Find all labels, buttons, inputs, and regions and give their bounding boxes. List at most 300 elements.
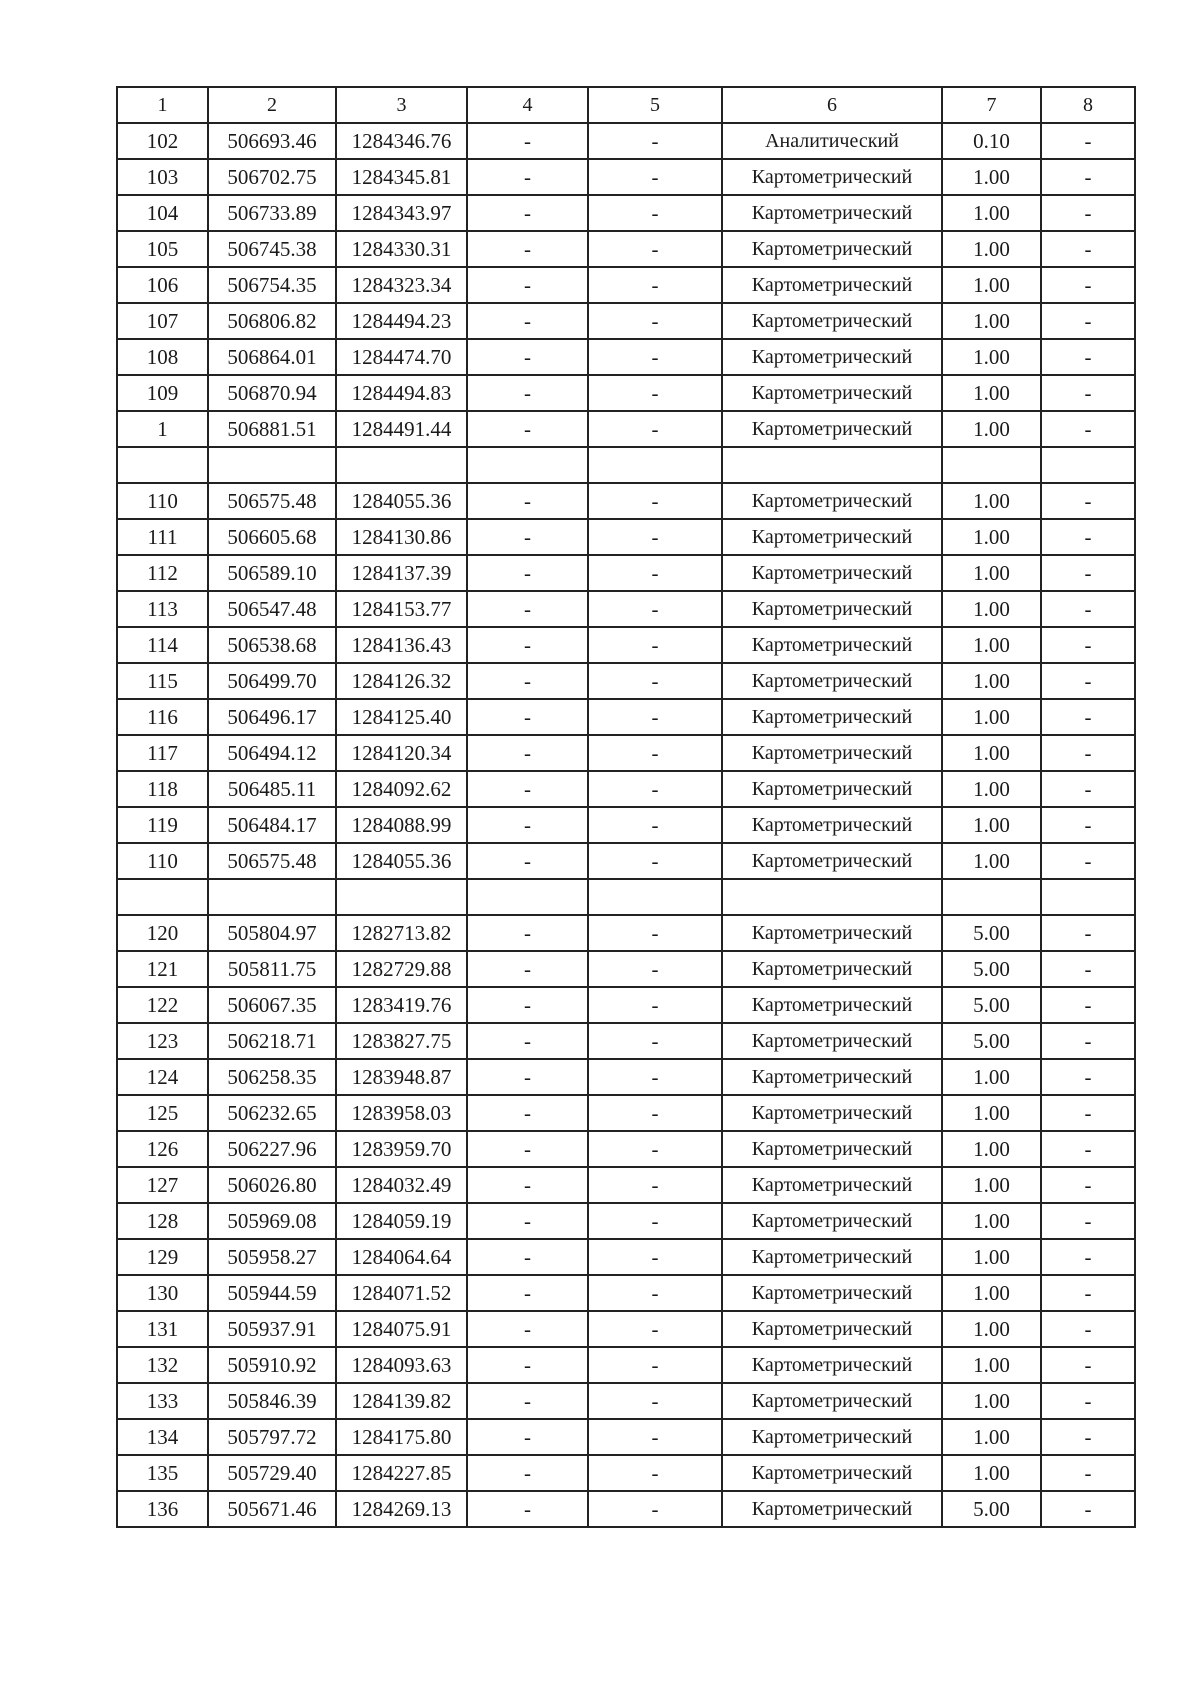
y-coordinate-cell: 1284345.81 xyxy=(336,159,467,195)
point-number-cell: 127 xyxy=(117,1167,208,1203)
accuracy-cell: 1.00 xyxy=(942,519,1041,555)
method-cell: Картометрический xyxy=(722,627,942,663)
point-number-cell: 134 xyxy=(117,1419,208,1455)
y-coordinate-cell: 1284088.99 xyxy=(336,807,467,843)
col4-cell: - xyxy=(467,663,588,699)
y-coordinate-cell: 1283419.76 xyxy=(336,987,467,1023)
y-coordinate-cell: 1284137.39 xyxy=(336,555,467,591)
y-coordinate-cell: 1284153.77 xyxy=(336,591,467,627)
point-number-cell: 124 xyxy=(117,1059,208,1095)
x-coordinate-cell: 506227.96 xyxy=(208,1131,336,1167)
col5-cell: - xyxy=(588,807,722,843)
y-coordinate-cell: 1284227.85 xyxy=(336,1455,467,1491)
col8-cell: - xyxy=(1041,843,1135,879)
col8-cell: - xyxy=(1041,1131,1135,1167)
y-coordinate-cell: 1283948.87 xyxy=(336,1059,467,1095)
col5-cell: - xyxy=(588,1059,722,1095)
accuracy-cell: 5.00 xyxy=(942,1491,1041,1527)
table-row xyxy=(117,303,1135,339)
method-cell: Картометрический xyxy=(722,1311,942,1347)
col5-cell: - xyxy=(588,987,722,1023)
table-row xyxy=(117,483,1135,519)
y-coordinate-cell: 1284323.34 xyxy=(336,267,467,303)
point-number-cell: 120 xyxy=(117,915,208,951)
col5-cell: - xyxy=(588,519,722,555)
method-cell: Картометрический xyxy=(722,159,942,195)
accuracy-cell: 1.00 xyxy=(942,1167,1041,1203)
col8-cell: - xyxy=(1041,375,1135,411)
method-cell: Картометрический xyxy=(722,483,942,519)
col4-cell: - xyxy=(467,1203,588,1239)
accuracy-cell: 1.00 xyxy=(942,1419,1041,1455)
point-number-cell: 125 xyxy=(117,1095,208,1131)
col8-cell: - xyxy=(1041,411,1135,447)
x-coordinate-cell: 506733.89 xyxy=(208,195,336,231)
col4-cell: - xyxy=(467,483,588,519)
accuracy-cell xyxy=(942,447,1041,483)
y-coordinate-cell: 1284075.91 xyxy=(336,1311,467,1347)
x-coordinate-cell: 506870.94 xyxy=(208,375,336,411)
table-separator-row xyxy=(117,879,1135,915)
y-coordinate-cell: 1284346.76 xyxy=(336,123,467,159)
table-row xyxy=(117,231,1135,267)
col8-cell: - xyxy=(1041,951,1135,987)
point-number-cell: 133 xyxy=(117,1383,208,1419)
accuracy-cell: 1.00 xyxy=(942,411,1041,447)
col4-cell: - xyxy=(467,1239,588,1275)
x-coordinate-cell: 505937.91 xyxy=(208,1311,336,1347)
col4-cell: - xyxy=(467,915,588,951)
col5-cell: - xyxy=(588,1383,722,1419)
col8-cell: - xyxy=(1041,1347,1135,1383)
col8-cell: - xyxy=(1041,1095,1135,1131)
col4-cell: - xyxy=(467,195,588,231)
table-row xyxy=(117,1275,1135,1311)
col4-cell: - xyxy=(467,123,588,159)
point-number-cell: 1 xyxy=(117,411,208,447)
col5-cell: - xyxy=(588,1095,722,1131)
point-number-cell: 104 xyxy=(117,195,208,231)
col5-cell: - xyxy=(588,699,722,735)
col8-cell: - xyxy=(1041,1167,1135,1203)
col5-cell: - xyxy=(588,1239,722,1275)
col8-cell: - xyxy=(1041,591,1135,627)
method-cell: Картометрический xyxy=(722,195,942,231)
x-coordinate-cell: 506499.70 xyxy=(208,663,336,699)
method-cell: Картометрический xyxy=(722,1347,942,1383)
y-coordinate-cell: 1284494.23 xyxy=(336,303,467,339)
accuracy-cell: 1.00 xyxy=(942,267,1041,303)
point-number-cell: 105 xyxy=(117,231,208,267)
col8-cell: - xyxy=(1041,699,1135,735)
col5-cell: - xyxy=(588,195,722,231)
y-coordinate-cell: 1284330.31 xyxy=(336,231,467,267)
y-coordinate-cell: 1284130.86 xyxy=(336,519,467,555)
table-body xyxy=(117,87,1135,1527)
header-cell: 1 xyxy=(117,87,208,123)
table-row xyxy=(117,771,1135,807)
method-cell: Картометрический xyxy=(722,1131,942,1167)
x-coordinate-cell: 505969.08 xyxy=(208,1203,336,1239)
accuracy-cell: 1.00 xyxy=(942,843,1041,879)
col5-cell: - xyxy=(588,339,722,375)
col4-cell: - xyxy=(467,555,588,591)
point-number-cell: 102 xyxy=(117,123,208,159)
accuracy-cell: 1.00 xyxy=(942,771,1041,807)
point-number-cell: 115 xyxy=(117,663,208,699)
col5-cell: - xyxy=(588,663,722,699)
method-cell: Картометрический xyxy=(722,663,942,699)
x-coordinate-cell: 506589.10 xyxy=(208,555,336,591)
col8-cell: - xyxy=(1041,807,1135,843)
col4-cell: - xyxy=(467,1383,588,1419)
point-number-cell: 116 xyxy=(117,699,208,735)
col5-cell: - xyxy=(588,303,722,339)
col4-cell: - xyxy=(467,843,588,879)
method-cell: Картометрический xyxy=(722,987,942,1023)
col4-cell xyxy=(467,447,588,483)
accuracy-cell: 1.00 xyxy=(942,627,1041,663)
point-number-cell: 119 xyxy=(117,807,208,843)
y-coordinate-cell: 1284136.43 xyxy=(336,627,467,663)
point-number-cell xyxy=(117,879,208,915)
table-row xyxy=(117,987,1135,1023)
table-row xyxy=(117,339,1135,375)
point-number-cell: 118 xyxy=(117,771,208,807)
accuracy-cell: 1.00 xyxy=(942,1455,1041,1491)
accuracy-cell: 1.00 xyxy=(942,339,1041,375)
x-coordinate-cell: 506538.68 xyxy=(208,627,336,663)
table-row xyxy=(117,195,1135,231)
method-cell: Картометрический xyxy=(722,1419,942,1455)
x-coordinate-cell: 505729.40 xyxy=(208,1455,336,1491)
col5-cell: - xyxy=(588,1131,722,1167)
method-cell: Картометрический xyxy=(722,231,942,267)
col8-cell: - xyxy=(1041,1239,1135,1275)
method-cell: Картометрический xyxy=(722,1455,942,1491)
col5-cell: - xyxy=(588,1455,722,1491)
accuracy-cell: 1.00 xyxy=(942,483,1041,519)
accuracy-cell: 1.00 xyxy=(942,699,1041,735)
x-coordinate-cell: 506702.75 xyxy=(208,159,336,195)
x-coordinate-cell: 506693.46 xyxy=(208,123,336,159)
method-cell: Картометрический xyxy=(722,1239,942,1275)
col4-cell: - xyxy=(467,1023,588,1059)
x-coordinate-cell: 505804.97 xyxy=(208,915,336,951)
method-cell: Картометрический xyxy=(722,1059,942,1095)
col4-cell: - xyxy=(467,267,588,303)
x-coordinate-cell: 506026.80 xyxy=(208,1167,336,1203)
y-coordinate-cell: 1284093.63 xyxy=(336,1347,467,1383)
table-row xyxy=(117,807,1135,843)
header-cell: 3 xyxy=(336,87,467,123)
header-cell: 5 xyxy=(588,87,722,123)
col8-cell: - xyxy=(1041,555,1135,591)
method-cell: Картометрический xyxy=(722,1095,942,1131)
col5-cell: - xyxy=(588,1023,722,1059)
y-coordinate-cell: 1284059.19 xyxy=(336,1203,467,1239)
y-coordinate-cell: 1284120.34 xyxy=(336,735,467,771)
accuracy-cell: 5.00 xyxy=(942,987,1041,1023)
method-cell: Картометрический xyxy=(722,915,942,951)
col8-cell xyxy=(1041,447,1135,483)
col4-cell: - xyxy=(467,1419,588,1455)
x-coordinate-cell: 505797.72 xyxy=(208,1419,336,1455)
method-cell: Картометрический xyxy=(722,339,942,375)
col5-cell: - xyxy=(588,267,722,303)
table-row xyxy=(117,1131,1135,1167)
accuracy-cell: 1.00 xyxy=(942,1383,1041,1419)
col8-cell: - xyxy=(1041,915,1135,951)
col5-cell: - xyxy=(588,123,722,159)
table-row xyxy=(117,699,1135,735)
point-number-cell: 103 xyxy=(117,159,208,195)
y-coordinate-cell: 1284175.80 xyxy=(336,1419,467,1455)
header-cell: 7 xyxy=(942,87,1041,123)
col8-cell: - xyxy=(1041,627,1135,663)
y-coordinate-cell: 1282729.88 xyxy=(336,951,467,987)
table-row xyxy=(117,1491,1135,1527)
accuracy-cell xyxy=(942,879,1041,915)
accuracy-cell: 1.00 xyxy=(942,555,1041,591)
point-number-cell: 123 xyxy=(117,1023,208,1059)
point-number-cell: 117 xyxy=(117,735,208,771)
col5-cell xyxy=(588,879,722,915)
method-cell: Картометрический xyxy=(722,375,942,411)
point-number-cell: 110 xyxy=(117,843,208,879)
y-coordinate-cell: 1284139.82 xyxy=(336,1383,467,1419)
x-coordinate-cell: 505958.27 xyxy=(208,1239,336,1275)
x-coordinate-cell: 506754.35 xyxy=(208,267,336,303)
table-row xyxy=(117,1023,1135,1059)
col8-cell xyxy=(1041,879,1135,915)
point-number-cell: 132 xyxy=(117,1347,208,1383)
y-coordinate-cell: 1284474.70 xyxy=(336,339,467,375)
accuracy-cell: 1.00 xyxy=(942,1347,1041,1383)
method-cell xyxy=(722,447,942,483)
table-row xyxy=(117,627,1135,663)
x-coordinate-cell: 506218.71 xyxy=(208,1023,336,1059)
col8-cell: - xyxy=(1041,1203,1135,1239)
x-coordinate-cell: 505671.46 xyxy=(208,1491,336,1527)
col8-cell: - xyxy=(1041,1275,1135,1311)
col4-cell: - xyxy=(467,1095,588,1131)
col4-cell: - xyxy=(467,591,588,627)
table-row xyxy=(117,1311,1135,1347)
method-cell: Картометрический xyxy=(722,1491,942,1527)
accuracy-cell: 0.10 xyxy=(942,123,1041,159)
method-cell: Картометрический xyxy=(722,1203,942,1239)
table-row xyxy=(117,1203,1135,1239)
table-row xyxy=(117,735,1135,771)
x-coordinate-cell: 506496.17 xyxy=(208,699,336,735)
accuracy-cell: 5.00 xyxy=(942,951,1041,987)
method-cell: Аналитический xyxy=(722,123,942,159)
y-coordinate-cell: 1284269.13 xyxy=(336,1491,467,1527)
table-row xyxy=(117,591,1135,627)
col8-cell: - xyxy=(1041,1311,1135,1347)
table-row xyxy=(117,375,1135,411)
method-cell: Картометрический xyxy=(722,699,942,735)
col4-cell: - xyxy=(467,1131,588,1167)
col8-cell: - xyxy=(1041,231,1135,267)
table-row xyxy=(117,1383,1135,1419)
method-cell xyxy=(722,879,942,915)
col5-cell: - xyxy=(588,1347,722,1383)
x-coordinate-cell: 506484.17 xyxy=(208,807,336,843)
y-coordinate-cell: 1283959.70 xyxy=(336,1131,467,1167)
point-number-cell: 136 xyxy=(117,1491,208,1527)
y-coordinate-cell: 1284494.83 xyxy=(336,375,467,411)
accuracy-cell: 1.00 xyxy=(942,159,1041,195)
y-coordinate-cell: 1284343.97 xyxy=(336,195,467,231)
col5-cell xyxy=(588,447,722,483)
table-row xyxy=(117,1059,1135,1095)
col4-cell: - xyxy=(467,771,588,807)
col4-cell: - xyxy=(467,699,588,735)
col4-cell: - xyxy=(467,1059,588,1095)
col4-cell: - xyxy=(467,735,588,771)
accuracy-cell: 1.00 xyxy=(942,1239,1041,1275)
method-cell: Картометрический xyxy=(722,1167,942,1203)
col8-cell: - xyxy=(1041,1023,1135,1059)
col5-cell: - xyxy=(588,951,722,987)
col4-cell: - xyxy=(467,1167,588,1203)
x-coordinate-cell: 506881.51 xyxy=(208,411,336,447)
col5-cell: - xyxy=(588,1491,722,1527)
col4-cell: - xyxy=(467,303,588,339)
table-header-row xyxy=(117,87,1135,123)
x-coordinate-cell: 506575.48 xyxy=(208,483,336,519)
col8-cell: - xyxy=(1041,267,1135,303)
y-coordinate-cell: 1284491.44 xyxy=(336,411,467,447)
col5-cell: - xyxy=(588,231,722,267)
accuracy-cell: 1.00 xyxy=(942,303,1041,339)
y-coordinate-cell: 1283958.03 xyxy=(336,1095,467,1131)
method-cell: Картометрический xyxy=(722,267,942,303)
table-row xyxy=(117,267,1135,303)
x-coordinate-cell: 506485.11 xyxy=(208,771,336,807)
method-cell: Картометрический xyxy=(722,1275,942,1311)
table-row xyxy=(117,1347,1135,1383)
method-cell: Картометрический xyxy=(722,519,942,555)
point-number-cell: 129 xyxy=(117,1239,208,1275)
y-coordinate-cell: 1282713.82 xyxy=(336,915,467,951)
point-number-cell: 122 xyxy=(117,987,208,1023)
table-row xyxy=(117,1239,1135,1275)
col5-cell: - xyxy=(588,1167,722,1203)
y-coordinate-cell: 1284125.40 xyxy=(336,699,467,735)
col8-cell: - xyxy=(1041,1491,1135,1527)
y-coordinate-cell: 1284071.52 xyxy=(336,1275,467,1311)
y-coordinate-cell: 1284055.36 xyxy=(336,483,467,519)
col4-cell: - xyxy=(467,951,588,987)
col4-cell: - xyxy=(467,1491,588,1527)
accuracy-cell: 1.00 xyxy=(942,1311,1041,1347)
y-coordinate-cell xyxy=(336,447,467,483)
method-cell: Картометрический xyxy=(722,807,942,843)
x-coordinate-cell xyxy=(208,447,336,483)
x-coordinate-cell: 506547.48 xyxy=(208,591,336,627)
x-coordinate-cell: 506605.68 xyxy=(208,519,336,555)
col5-cell: - xyxy=(588,591,722,627)
table-row xyxy=(117,555,1135,591)
x-coordinate-cell: 506575.48 xyxy=(208,843,336,879)
header-cell: 6 xyxy=(722,87,942,123)
method-cell: Картометрический xyxy=(722,1383,942,1419)
accuracy-cell: 5.00 xyxy=(942,1023,1041,1059)
x-coordinate-cell: 506232.65 xyxy=(208,1095,336,1131)
table-row xyxy=(117,123,1135,159)
col5-cell: - xyxy=(588,627,722,663)
table-row xyxy=(117,411,1135,447)
method-cell: Картометрический xyxy=(722,843,942,879)
x-coordinate-cell: 506864.01 xyxy=(208,339,336,375)
col5-cell: - xyxy=(588,1203,722,1239)
point-number-cell: 113 xyxy=(117,591,208,627)
table-row xyxy=(117,843,1135,879)
x-coordinate-cell: 505944.59 xyxy=(208,1275,336,1311)
col4-cell: - xyxy=(467,627,588,663)
col5-cell: - xyxy=(588,1275,722,1311)
col5-cell: - xyxy=(588,915,722,951)
y-coordinate-cell: 1284092.62 xyxy=(336,771,467,807)
accuracy-cell: 1.00 xyxy=(942,1275,1041,1311)
col8-cell: - xyxy=(1041,1059,1135,1095)
col8-cell: - xyxy=(1041,339,1135,375)
point-number-cell: 109 xyxy=(117,375,208,411)
x-coordinate-cell: 506494.12 xyxy=(208,735,336,771)
point-number-cell: 112 xyxy=(117,555,208,591)
col4-cell: - xyxy=(467,159,588,195)
col5-cell: - xyxy=(588,1311,722,1347)
col4-cell: - xyxy=(467,519,588,555)
col4-cell: - xyxy=(467,375,588,411)
y-coordinate-cell: 1284032.49 xyxy=(336,1167,467,1203)
col5-cell: - xyxy=(588,375,722,411)
col8-cell: - xyxy=(1041,987,1135,1023)
accuracy-cell: 1.00 xyxy=(942,375,1041,411)
table-row xyxy=(117,159,1135,195)
col4-cell: - xyxy=(467,1311,588,1347)
col4-cell: - xyxy=(467,1275,588,1311)
col5-cell: - xyxy=(588,411,722,447)
col8-cell: - xyxy=(1041,1383,1135,1419)
point-number-cell: 126 xyxy=(117,1131,208,1167)
table-row xyxy=(117,663,1135,699)
accuracy-cell: 1.00 xyxy=(942,195,1041,231)
header-cell: 8 xyxy=(1041,87,1135,123)
accuracy-cell: 1.00 xyxy=(942,1059,1041,1095)
x-coordinate-cell: 505846.39 xyxy=(208,1383,336,1419)
table-row xyxy=(117,915,1135,951)
table-row xyxy=(117,1419,1135,1455)
x-coordinate-cell: 506258.35 xyxy=(208,1059,336,1095)
accuracy-cell: 1.00 xyxy=(942,1203,1041,1239)
x-coordinate-cell: 506067.35 xyxy=(208,987,336,1023)
header-cell: 2 xyxy=(208,87,336,123)
col5-cell: - xyxy=(588,771,722,807)
x-coordinate-cell: 506745.38 xyxy=(208,231,336,267)
method-cell: Картометрический xyxy=(722,411,942,447)
accuracy-cell: 1.00 xyxy=(942,807,1041,843)
method-cell: Картометрический xyxy=(722,591,942,627)
method-cell: Картометрический xyxy=(722,951,942,987)
accuracy-cell: 1.00 xyxy=(942,1131,1041,1167)
point-number-cell: 121 xyxy=(117,951,208,987)
point-number-cell: 114 xyxy=(117,627,208,663)
col5-cell: - xyxy=(588,555,722,591)
